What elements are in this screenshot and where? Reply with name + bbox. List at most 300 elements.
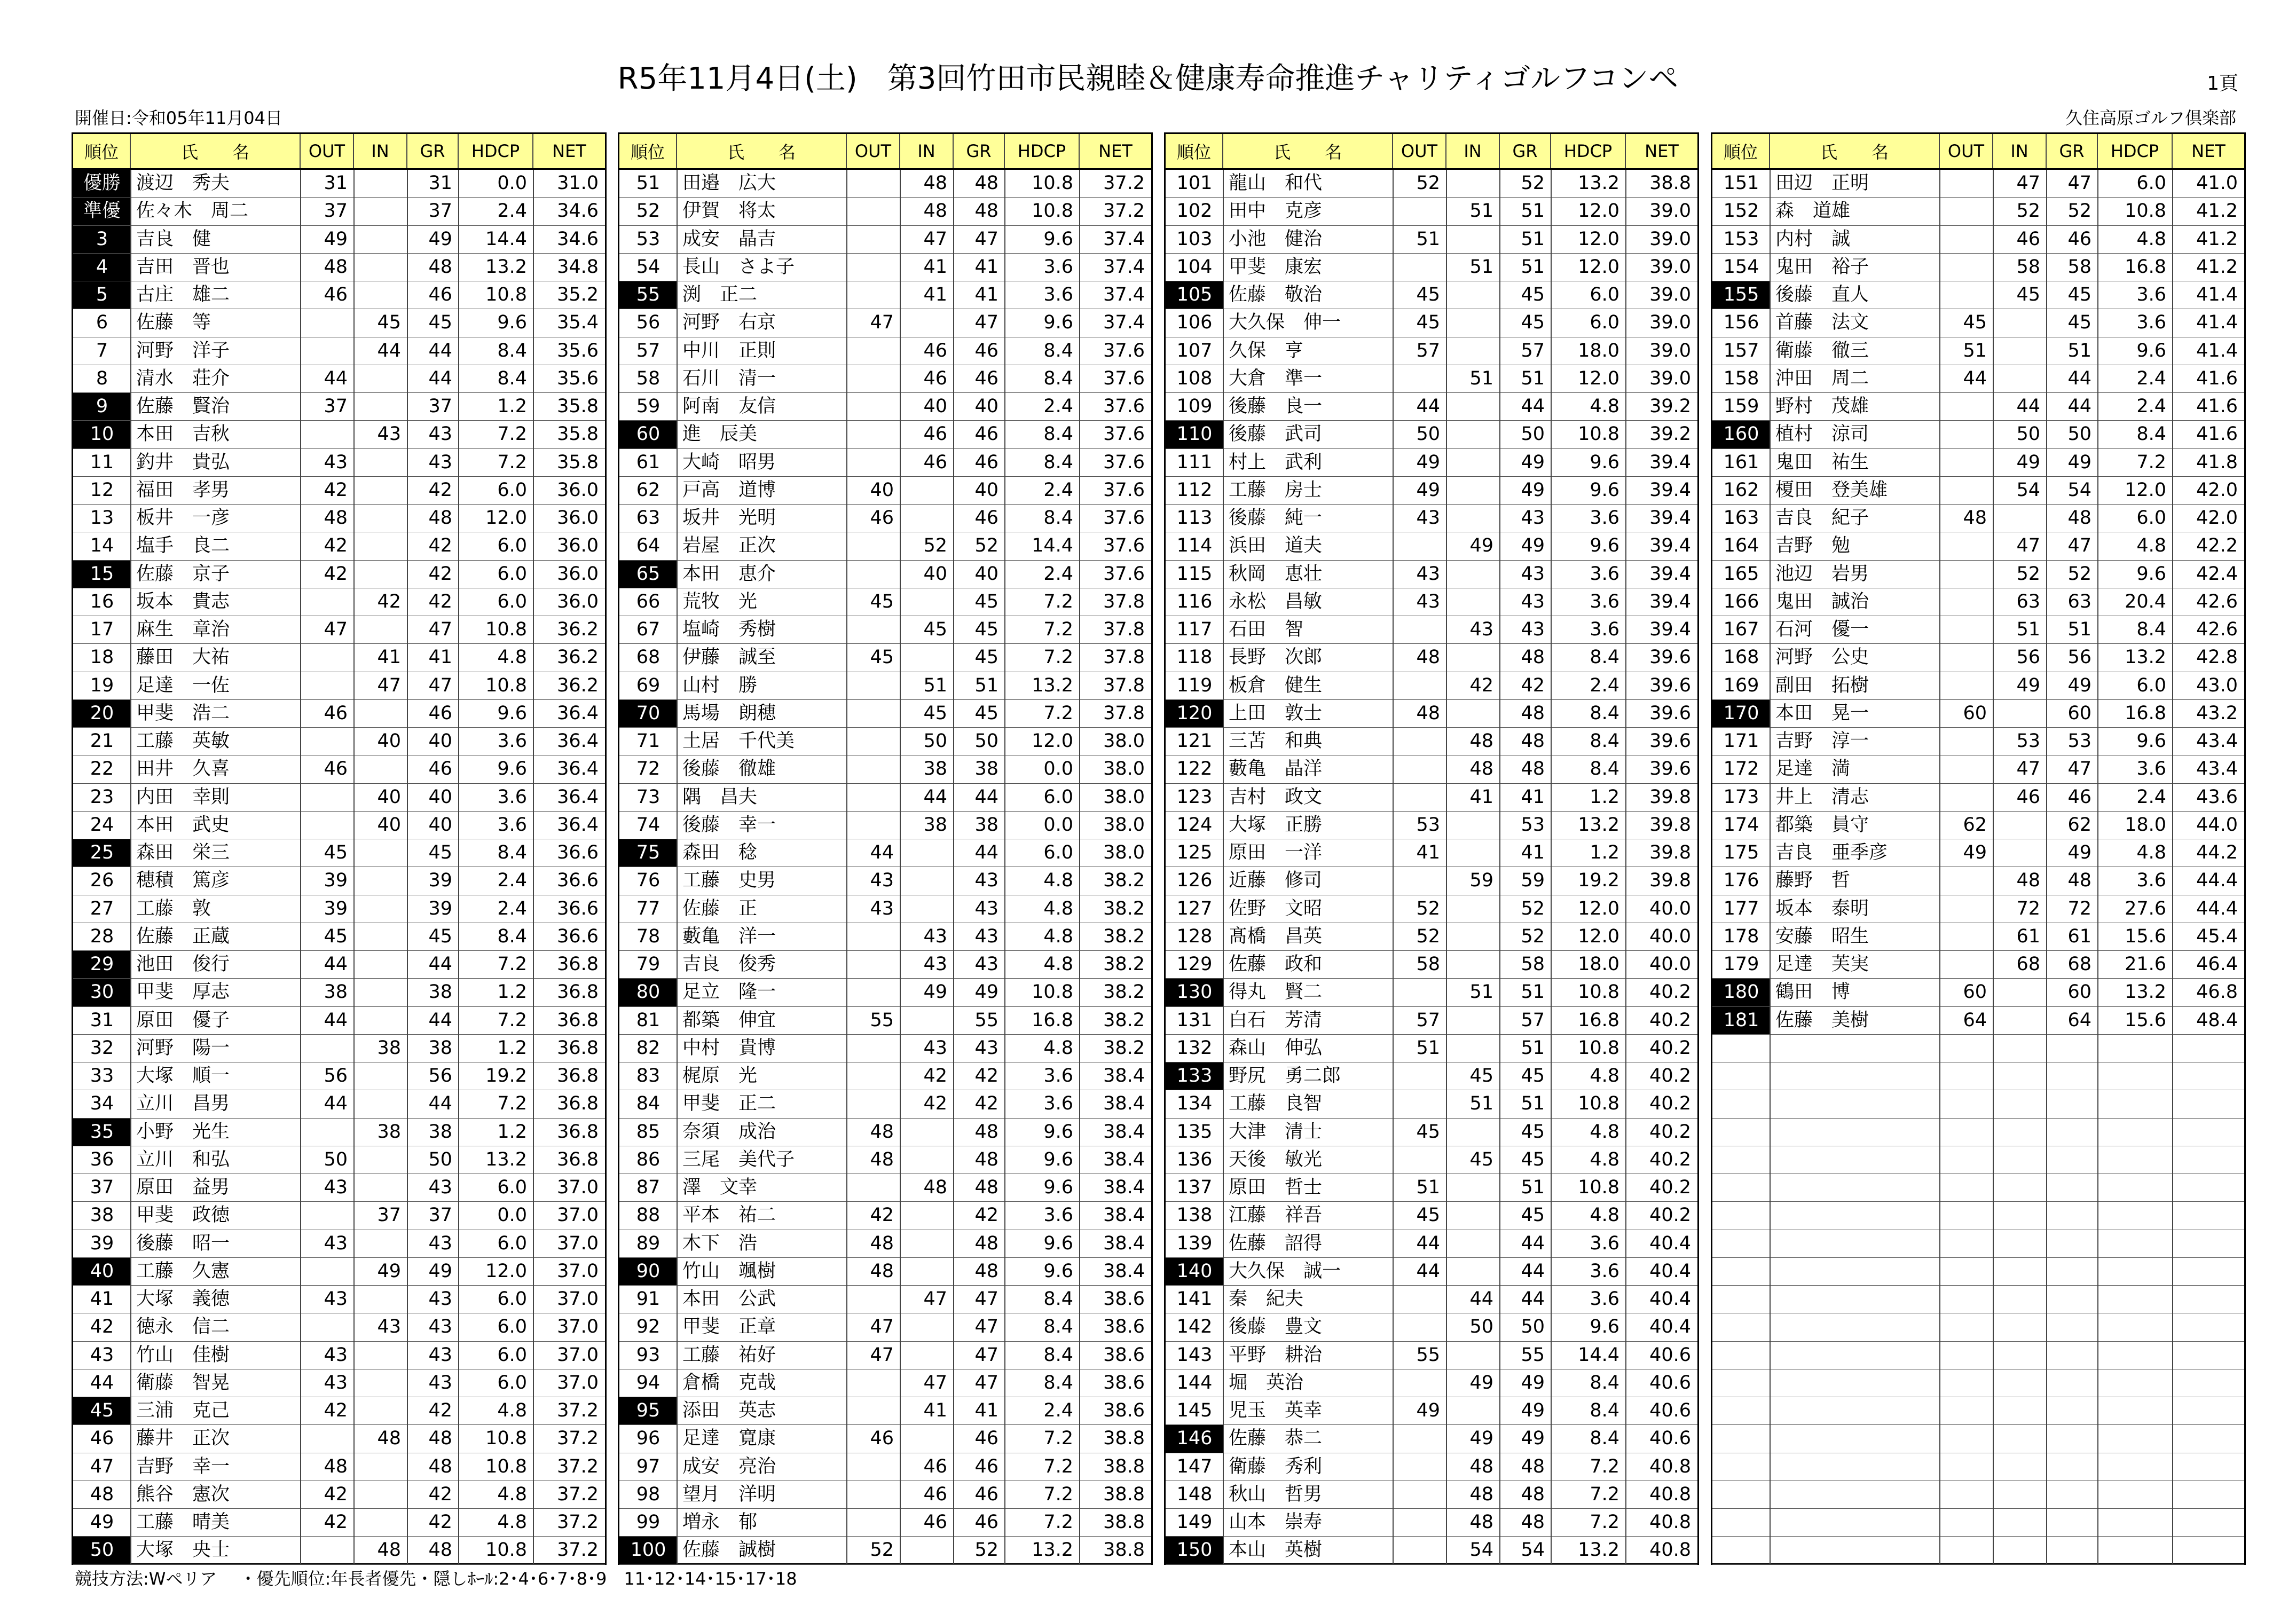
player-name: 進 辰美 xyxy=(682,423,758,445)
table-row xyxy=(1712,1090,2244,1118)
in-score xyxy=(354,1230,407,1257)
player-name: 本田 恵介 xyxy=(682,563,776,585)
rank-cell xyxy=(1712,1425,1770,1452)
handicap: 8.4 xyxy=(2136,423,2166,445)
net-score: 39.0 xyxy=(1649,256,1691,278)
player-name: 長山 さよ子 xyxy=(682,256,795,278)
player-name: 穂積 篤彦 xyxy=(136,870,230,892)
net-score: 36.2 xyxy=(557,647,599,668)
table-row xyxy=(1166,1230,1697,1258)
table-row xyxy=(73,1397,605,1425)
handicap: 4.8 xyxy=(1590,1121,1619,1143)
in-score: 50 xyxy=(923,730,947,752)
rank-cell: 116 xyxy=(1176,590,1213,612)
gross-score: 49 xyxy=(1521,451,1545,473)
in-score xyxy=(354,755,407,783)
gross-score: 43 xyxy=(1521,619,1545,640)
gross-score: 46 xyxy=(428,758,452,780)
table-row xyxy=(619,672,1151,700)
out-score: 47 xyxy=(324,619,348,640)
gross-score: 40 xyxy=(974,563,998,585)
table-row xyxy=(619,532,1151,560)
in-score xyxy=(1993,337,2047,365)
player-name: 吉良 亜季彦 xyxy=(1775,842,1888,863)
out-score: 45 xyxy=(324,925,348,947)
handicap: 4.8 xyxy=(497,1400,527,1421)
player-name: 渕 正二 xyxy=(682,284,758,305)
handicap: 8.4 xyxy=(1043,423,1073,445)
table-row xyxy=(619,1174,1151,1202)
rank-cell: 128 xyxy=(1176,925,1213,947)
in-score xyxy=(354,1007,407,1034)
handicap: 4.8 xyxy=(1590,1148,1619,1170)
table-row xyxy=(1712,1397,2244,1425)
player-name: 佐藤 誠樹 xyxy=(682,1539,776,1561)
rank-cell: 127 xyxy=(1176,897,1213,919)
out-score xyxy=(1940,1258,1993,1285)
player-name: 甲斐 正章 xyxy=(682,1316,776,1338)
rank-cell: 140 xyxy=(1166,1258,1223,1285)
player-name xyxy=(1770,1313,1940,1341)
rank-cell: 125 xyxy=(1176,842,1213,863)
table-row xyxy=(1166,1062,1697,1090)
table-row xyxy=(1166,644,1697,672)
in-score xyxy=(354,979,407,1006)
table-row xyxy=(1166,1481,1697,1509)
in-score xyxy=(354,700,407,727)
player-name: 藤野 哲 xyxy=(1775,870,1851,892)
rank-cell: 79 xyxy=(636,954,661,975)
handicap: 2.4 xyxy=(2136,396,2166,417)
table-row xyxy=(1712,1342,2244,1369)
in-score xyxy=(1446,588,1500,616)
header-handicap: HDCP xyxy=(1551,134,1626,168)
gross-score: 49 xyxy=(1521,479,1545,501)
out-score: 42 xyxy=(324,479,348,501)
net-score: 38.4 xyxy=(1103,1121,1145,1143)
handicap: 16.8 xyxy=(1032,1009,1073,1031)
gross-score: 38 xyxy=(428,1121,452,1143)
handicap: 3.6 xyxy=(497,730,527,752)
out-score xyxy=(847,672,900,699)
table-row xyxy=(619,1481,1151,1509)
out-score xyxy=(1940,1062,1993,1090)
net-score: 36.6 xyxy=(557,925,599,947)
rank-cell: 43 xyxy=(90,1344,114,1366)
handicap: 21.6 xyxy=(2125,954,2166,975)
table-row xyxy=(619,561,1151,588)
gross-score: 49 xyxy=(2067,674,2091,696)
out-score xyxy=(1940,254,1993,281)
table-row xyxy=(1712,254,2244,281)
out-score: 40 xyxy=(870,479,894,501)
handicap: 1.2 xyxy=(497,396,527,417)
player-name: 岩屋 正次 xyxy=(682,535,776,557)
gross-score: 50 xyxy=(1521,1316,1545,1338)
out-score xyxy=(847,1453,900,1481)
rank-cell: 177 xyxy=(1723,897,1759,919)
player-name: 池田 俊行 xyxy=(136,954,230,975)
handicap: 14.4 xyxy=(485,228,527,250)
rank-cell: 49 xyxy=(90,1511,114,1533)
table-row xyxy=(1166,1537,1697,1564)
in-score: 47 xyxy=(2016,758,2040,780)
rank-cell: 147 xyxy=(1176,1455,1213,1477)
gross-score: 48 xyxy=(974,172,998,194)
in-score xyxy=(354,1146,407,1174)
rank-cell: 88 xyxy=(636,1204,661,1226)
net-score: 37.2 xyxy=(557,1455,599,1477)
handicap: 2.4 xyxy=(1043,479,1073,501)
rank-cell: 19 xyxy=(90,674,114,696)
table-row xyxy=(73,1062,605,1090)
in-score xyxy=(1993,1537,2047,1564)
gross-score: 48 xyxy=(1521,758,1545,780)
table-row xyxy=(1712,812,2244,839)
rank-cell: 96 xyxy=(636,1428,661,1450)
handicap: 10.8 xyxy=(1578,423,1619,445)
player-name: 河野 陽一 xyxy=(136,1037,230,1059)
handicap: 4.8 xyxy=(2136,228,2166,250)
handicap: 2.4 xyxy=(497,200,527,222)
player-name: 塩崎 秀樹 xyxy=(682,619,776,640)
handicap: 2.4 xyxy=(1043,1400,1073,1421)
out-score: 43 xyxy=(1416,507,1440,529)
handicap: 12.0 xyxy=(2125,479,2166,501)
handicap: 18.0 xyxy=(1578,340,1619,361)
player-name: 大久保 誠一 xyxy=(1229,1260,1341,1282)
gross-score: 38 xyxy=(428,1037,452,1059)
handicap: 3.6 xyxy=(2136,870,2166,892)
rank-cell: 121 xyxy=(1176,730,1213,752)
out-score xyxy=(1940,226,1993,253)
gross-score: 37 xyxy=(428,396,452,417)
handicap: 4.8 xyxy=(2136,842,2166,863)
handicap xyxy=(2098,1369,2173,1397)
handicap: 4.8 xyxy=(1590,1065,1619,1086)
out-score xyxy=(847,951,900,978)
player-name xyxy=(1770,1397,1940,1424)
player-name: 古庄 雄二 xyxy=(136,284,230,305)
table-row xyxy=(73,1258,605,1286)
out-score: 52 xyxy=(870,1539,894,1561)
player-name: 近藤 修司 xyxy=(1229,870,1323,892)
out-score: 45 xyxy=(870,590,894,612)
handicap: 6.0 xyxy=(497,1344,527,1366)
handicap: 8.4 xyxy=(497,925,527,947)
competition-method-note: 競技方法:Wペリア ・優先順位:年長者優先・隠しﾎｰﾙ:2･4･6･7･8･9 11･12･14･15･17･18 xyxy=(75,1569,797,1589)
handicap: 12.0 xyxy=(485,1260,527,1282)
table-header-row xyxy=(1712,134,2244,170)
in-score xyxy=(354,226,407,253)
rank-cell: 50 xyxy=(73,1537,131,1564)
rank-cell: 68 xyxy=(636,647,661,668)
out-score: 45 xyxy=(1416,312,1440,334)
rank-cell: 34 xyxy=(90,1093,114,1115)
player-name: 井上 清志 xyxy=(1775,786,1869,808)
player-name: 工藤 晴美 xyxy=(136,1511,230,1533)
in-score: 47 xyxy=(377,674,401,696)
net-score: 37.8 xyxy=(1103,674,1145,696)
table-row xyxy=(1166,1453,1697,1481)
table-row xyxy=(73,365,605,393)
net-score: 37.0 xyxy=(557,1232,599,1254)
header-gross: GR xyxy=(407,134,459,168)
rank-cell: 5 xyxy=(73,281,131,309)
table-row xyxy=(1712,1119,2244,1146)
player-name: 工藤 英敏 xyxy=(136,730,230,752)
net-score: 39.4 xyxy=(1649,535,1691,557)
gross-score: 50 xyxy=(428,1148,452,1170)
gross-score: 31 xyxy=(428,172,452,194)
handicap: 8.4 xyxy=(1043,1372,1073,1393)
net-score: 38.2 xyxy=(1103,981,1145,1003)
out-score: 48 xyxy=(870,1121,894,1143)
handicap: 4.8 xyxy=(1043,925,1073,947)
out-score: 46 xyxy=(324,702,348,724)
table-row xyxy=(1712,1202,2244,1230)
in-score: 51 xyxy=(1469,200,1493,222)
player-name: 三尾 美代子 xyxy=(682,1148,795,1170)
in-score: 49 xyxy=(2016,674,2040,696)
header-net: NET xyxy=(2191,141,2226,161)
handicap: 3.6 xyxy=(1043,256,1073,278)
player-name: 立川 昌男 xyxy=(136,1093,230,1115)
in-score: 42 xyxy=(923,1065,947,1086)
in-score xyxy=(1446,337,1500,365)
table-row xyxy=(619,1202,1151,1230)
in-score xyxy=(354,365,407,392)
table-row xyxy=(1712,1007,2244,1035)
in-score xyxy=(354,1369,407,1397)
player-name: 平本 祐二 xyxy=(682,1204,776,1226)
net-score xyxy=(2173,1090,2244,1117)
player-name: 坂本 貴志 xyxy=(136,590,230,612)
player-name: 都築 員守 xyxy=(1775,814,1869,836)
results-table-3 xyxy=(1164,132,1699,1565)
out-score xyxy=(301,337,354,365)
net-score: 37.0 xyxy=(557,1204,599,1226)
handicap: 3.6 xyxy=(497,786,527,808)
out-score xyxy=(1393,254,1446,281)
rank-cell: 151 xyxy=(1723,172,1759,194)
rank-cell: 32 xyxy=(90,1037,114,1059)
in-score: 48 xyxy=(377,1539,401,1561)
in-score: 43 xyxy=(1469,619,1493,640)
rank-cell: 119 xyxy=(1176,674,1213,696)
header-out: OUT xyxy=(301,134,354,168)
out-score xyxy=(1393,728,1446,755)
player-name: 大塚 央士 xyxy=(136,1539,230,1561)
in-score: 37 xyxy=(377,1204,401,1226)
rank-cell xyxy=(1712,1313,1770,1341)
handicap: 9.6 xyxy=(497,758,527,780)
net-score: 41.2 xyxy=(2196,200,2238,222)
net-score: 37.6 xyxy=(1103,367,1145,389)
rank-cell: 154 xyxy=(1723,256,1759,278)
table-row xyxy=(619,309,1151,337)
net-score: 36.0 xyxy=(557,563,599,585)
handicap xyxy=(2098,1481,2173,1508)
table-row xyxy=(619,449,1151,477)
in-score: 53 xyxy=(2016,730,2040,752)
out-score xyxy=(847,1062,900,1090)
gross-score: 43 xyxy=(428,451,452,473)
handicap: 9.6 xyxy=(2136,563,2166,585)
in-score xyxy=(1446,1119,1500,1146)
rank-cell: 174 xyxy=(1723,814,1759,836)
handicap: 6.0 xyxy=(497,563,527,585)
net-score: 39.0 xyxy=(1649,200,1691,222)
net-score xyxy=(2173,1035,2244,1062)
header-rank: 順位 xyxy=(619,134,677,168)
handicap: 10.8 xyxy=(1578,1037,1619,1059)
in-score: 38 xyxy=(377,1121,401,1143)
handicap: 7.2 xyxy=(1590,1455,1619,1477)
handicap: 12.0 xyxy=(1578,200,1619,222)
out-score: 52 xyxy=(1416,925,1440,947)
net-score: 40.4 xyxy=(1649,1260,1691,1282)
table-row xyxy=(73,1090,605,1118)
header-in: IN xyxy=(354,134,407,168)
handicap: 10.8 xyxy=(485,1539,527,1561)
player-name: 佐藤 政和 xyxy=(1229,954,1323,975)
net-score: 44.4 xyxy=(2196,897,2238,919)
rank-cell: 91 xyxy=(636,1288,661,1310)
rank-cell: 11 xyxy=(90,451,114,473)
handicap: 6.0 xyxy=(497,590,527,612)
out-score xyxy=(1940,1425,1993,1452)
table-row xyxy=(73,1146,605,1174)
rank-cell: 54 xyxy=(636,256,661,278)
net-score: 37.2 xyxy=(557,1483,599,1505)
table-row xyxy=(73,672,605,700)
table-row xyxy=(619,895,1151,923)
handicap: 13.2 xyxy=(485,256,527,278)
table-row xyxy=(1712,1369,2244,1397)
in-score: 48 xyxy=(1469,758,1493,780)
out-score xyxy=(301,728,354,755)
in-score xyxy=(1446,1007,1500,1034)
table-row xyxy=(73,1202,605,1230)
handicap: 9.6 xyxy=(497,312,527,334)
player-name: 田中 克彦 xyxy=(1229,200,1323,222)
net-score: 36.8 xyxy=(557,954,599,975)
out-score: 42 xyxy=(324,563,348,585)
out-score: 46 xyxy=(870,1428,894,1450)
handicap: 8.4 xyxy=(497,340,527,361)
table-row xyxy=(619,839,1151,867)
rank-cell xyxy=(1712,1230,1770,1257)
in-score: 50 xyxy=(2016,423,2040,445)
rank-cell xyxy=(1712,1342,1770,1369)
table-row xyxy=(1166,951,1697,979)
net-score: 41.4 xyxy=(2196,312,2238,334)
player-name: 石川 清一 xyxy=(682,367,776,389)
player-name: 鶴田 博 xyxy=(1775,981,1851,1003)
out-score xyxy=(1393,1453,1446,1481)
gross-score: 48 xyxy=(2067,507,2091,529)
out-score xyxy=(847,1286,900,1313)
player-name: 麻生 章治 xyxy=(136,619,230,640)
rank-cell: 171 xyxy=(1723,730,1759,752)
handicap: 13.2 xyxy=(485,1148,527,1170)
player-name: 原田 益男 xyxy=(136,1177,230,1198)
player-name: 戸高 道博 xyxy=(682,479,776,501)
out-score: 51 xyxy=(1416,1177,1440,1198)
table-row xyxy=(1712,1035,2244,1062)
handicap: 12.0 xyxy=(1578,256,1619,278)
handicap: 6.0 xyxy=(1043,786,1073,808)
table-row xyxy=(619,505,1151,532)
table-row xyxy=(1712,309,2244,337)
handicap: 9.6 xyxy=(1043,312,1073,334)
net-score: 37.0 xyxy=(557,1288,599,1310)
handicap: 9.6 xyxy=(1590,451,1619,473)
rank-cell: 27 xyxy=(90,897,114,919)
net-score: 38.6 xyxy=(1103,1288,1145,1310)
net-score: 39.0 xyxy=(1649,228,1691,250)
net-score: 43.4 xyxy=(2196,758,2238,780)
gross-score: 48 xyxy=(428,256,452,278)
net-score: 41.2 xyxy=(2196,256,2238,278)
in-score: 41 xyxy=(1469,786,1493,808)
handicap xyxy=(2098,1146,2173,1174)
handicap: 8.4 xyxy=(1043,1316,1073,1338)
net-score: 35.6 xyxy=(557,340,599,361)
table-row xyxy=(73,561,605,588)
gross-score: 52 xyxy=(974,535,998,557)
handicap: 4.8 xyxy=(497,1483,527,1505)
net-score: 39.4 xyxy=(1649,563,1691,585)
table-row xyxy=(1712,728,2244,755)
out-score xyxy=(1940,1174,1993,1201)
table-row xyxy=(73,1369,605,1397)
gross-score: 60 xyxy=(2067,702,2091,724)
out-score xyxy=(1940,198,1993,225)
player-name: 沖田 周二 xyxy=(1775,367,1869,389)
table-row xyxy=(73,951,605,979)
out-score: 48 xyxy=(870,1260,894,1282)
in-score xyxy=(354,198,407,225)
net-score: 38.8 xyxy=(1103,1428,1145,1450)
gross-score: 44 xyxy=(2067,396,2091,417)
rank-cell: 77 xyxy=(636,897,661,919)
gross-score: 56 xyxy=(2067,647,2091,668)
handicap: 4.8 xyxy=(497,647,527,668)
net-score: 37.2 xyxy=(557,1428,599,1450)
net-score: 35.6 xyxy=(557,367,599,389)
net-score: 41.6 xyxy=(2196,367,2238,389)
handicap xyxy=(2098,1397,2173,1424)
gross-score: 50 xyxy=(2067,423,2091,445)
net-score: 37.2 xyxy=(1103,172,1145,194)
player-name: 佐藤 正蔵 xyxy=(136,925,230,947)
out-score xyxy=(847,1090,900,1117)
gross-score: 47 xyxy=(974,1316,998,1338)
in-score xyxy=(1993,1090,2047,1117)
table-row xyxy=(1166,728,1697,755)
rank-cell: 81 xyxy=(636,1009,661,1031)
player-name: 大塚 正勝 xyxy=(1229,814,1323,836)
in-score: 52 xyxy=(923,535,947,557)
out-score: 44 xyxy=(324,1093,348,1115)
table-row xyxy=(1166,226,1697,254)
player-name: 馬場 朗穂 xyxy=(682,702,776,724)
net-score: 36.6 xyxy=(557,870,599,892)
gross-score xyxy=(2047,1453,2098,1481)
rank-cell: 6 xyxy=(96,312,108,334)
